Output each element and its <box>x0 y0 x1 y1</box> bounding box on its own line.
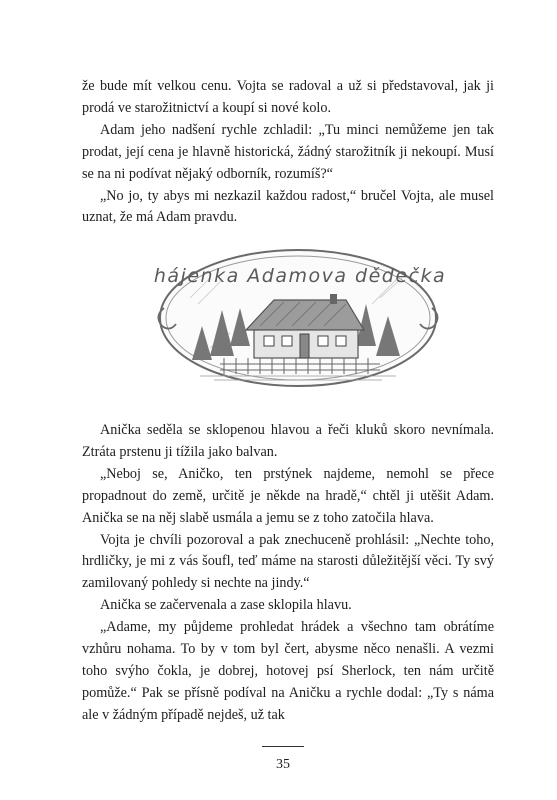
paragraph: Adam jeho nadšení rychle zchladil: „Tu minci nemůžeme jen tak prodat, její cena je hlavně historická, žádný starožitník ji nekoupí. Musí se na ni podívat nějaký odborník, rozumíš?“ <box>82 121 494 182</box>
text-block-top <box>82 76 494 229</box>
paragraph: že bude mít velkou cenu. Vojta se radoval a už si představoval, jak ji prodá ve starožitnictví a koupí si nové kolo. <box>82 78 494 116</box>
paragraph: „No jo, ty abys mi nezkazil každou radost,“ bručel Vojta, ale musel uznat, že má Adam pravdu. <box>82 187 494 226</box>
text-block-bottom <box>82 420 494 727</box>
paragraph: Vojta je chvíli pozoroval a pak znechuceně prohlásil: „Nechte toho, hrdličky, je mi z vás šoufl, teď máme na starosti důležitější věci. Ty svý zamilovaný pohledy si nechte na jindy.“ <box>82 531 494 592</box>
paragraph: „Adame, my půjdeme prohledat hrádek a všechno tam obrátíme vzhůru nohama. To by v tom byl čert, abysme něco nenašli. A vezmi toho svýho čokla, je dobrej, hotovej psí Sherlock, ten nám určitě pomůže.“ Pak se přísně podíval na Aničku a rychle dodal: „Ty s náma ale v žádným případě nejdeš, už tak <box>82 619 494 723</box>
cottage-sketch <box>150 238 446 398</box>
paragraph: Anička seděla se sklopenou hlavou a řeči kluků skoro nevnímala. Ztráta prstenu ji tížila jako balvan. <box>82 422 494 460</box>
illustration-caption: hájenka Adamova dědečka <box>153 265 446 287</box>
page-number: 35 <box>276 757 290 772</box>
paragraph: „Neboj se, Aničko, ten prstýnek najdeme, nemohl se přece propadnout do země, určitě je někde na hradě,“ chtěl ji utěšit Adam. Anička se na něj slabě usmála a jemu se z toho zatočila hlava. <box>82 465 494 526</box>
cottage-illustration <box>150 238 446 398</box>
page-number-rule <box>262 746 304 747</box>
paragraph: Anička se začervenala a zase sklopila hlavu. <box>100 597 352 614</box>
